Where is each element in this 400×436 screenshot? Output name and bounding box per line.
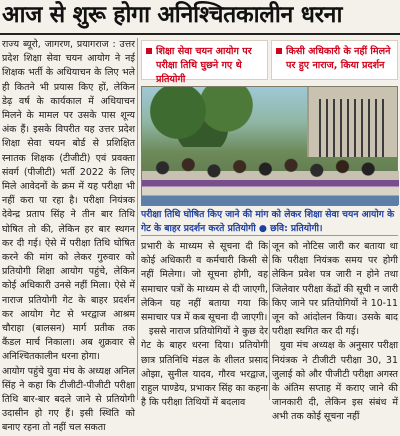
middle-column bbox=[141, 240, 268, 409]
headline-rule bbox=[0, 33, 400, 35]
sub-headline-1-text: शिक्षा सेवा चयन आयोग पर परीक्षा तिथि घुछने गए थे प्रतियोगी bbox=[156, 46, 252, 85]
right-column bbox=[272, 240, 398, 423]
bullet-icon bbox=[276, 48, 282, 54]
protest-photo bbox=[141, 86, 398, 206]
headline: आज से शुरू होगा अनिश्चितकालीन धरना bbox=[2, 1, 343, 28]
sub-headline-2-text: किसी अधिकारी के नहीं मिलने पर हुए नाराज, किया प्रदर्शन bbox=[286, 46, 391, 71]
left-column-para-2: आयोग पहुंचे युवा मंच के अध्यक्ष अनिल सिंह ने कहा कि टीजीटी-पीजीटी परीक्षा तिथि बार-बार बदले जाने से प्रतियोगी उदासीन हो गए हैं। इसी स्थिति को बनाए रहना तो नहीं चल सकता bbox=[2, 365, 135, 434]
column-divider-2 bbox=[269, 240, 270, 400]
middle-column-para-2: इससे नाराज प्रतियोगियों ने कुछ देर गेट के बाहर धरना दिया। प्रतियोगी छात्र प्रतिनिधि मंडल के शीलत प्रसाद ओझा, सुनील यादव, गौरव भरद्वाज, राहुल पाण्डेय, प्रभाकर सिंह का कहना है कि परीक्षा तिथियों में बदलाव bbox=[141, 326, 268, 409]
photo-trees bbox=[142, 87, 262, 147]
left-column-para-1: राज्य ब्यूरो, जागरण, प्रयागराज : उत्तर प्रदेश शिक्षा सेवा चयन आयोग ने नई शिक्षक भर्ती के अधियाचन के लिए भले ही कितने भी प्रयास किए हों, लेकिन डेढ़ वर्ष के कार्यकाल में अधियाचन मिलने के मामल पर उसके पास शून्य अंक हैं। इसके विपरीत यह उत्तर प्रदेश शिक्षा सेवा चयन बोर्ड से प्रशिक्षित स्नातक शिक्षक (टीजीटी) एवं प्रवक्ता संवर्ग (पीजीटी) भर्ती 2022 के लिए मिले आवेदनों के क्रम में यह परीक्षा भी नहीं करा पा रहा है। परीक्षा नियंत्रक देवेन्द्र प्रताप सिंह ने तीन बार तिथि घोषित तो की, लेकिन हर बार स्थगन कर दी गई। ऐसे में परीक्षा तिथि घोषित करने की मांग को लेकर गुरुवार को प्रतियोगी शिक्षा आयोग पहुंचे, लेकिन कोई अधिकारी उनसे नहीं मिला। ऐसे में नाराज प्रतियोगी गेट के बाहर प्रदर्शन कर आयोग गेट से भरद्वाज आश्रम चौराहा (बालसन) मार्ग प्रतीक तक कैंडल मार्च निकाला। अब शुक्रवार से अनिश्चितकालीन धरना होगा। bbox=[2, 39, 135, 363]
column-divider bbox=[137, 38, 138, 400]
sub-headline-1 bbox=[141, 40, 268, 85]
left-column bbox=[2, 38, 135, 434]
right-column-para-1: जून को नोटिस जारी कर बताया था कि परीक्षा नियंत्रक समय पर होगी लेकिन प्रवेश पत्र जारी न होने तथा जिलेवार परीक्षा केंद्रों की सूची न जारी किए जाने पर प्रतियोगियों ने 10-11 जून को आंदोलन किया। उसके बाद परीक्षा स्थगित कर दी गई। bbox=[272, 241, 398, 338]
sub-headline-2 bbox=[271, 40, 398, 80]
photo-caption: परीक्षा तिथि घोषित किए जाने की मांग को लेकर शिक्षा सेवा चयन आयोग के गेट के बाहर प्रदर्शन करते प्रतियोगी ● छवि: प्रतियोगी। bbox=[141, 208, 398, 236]
middle-column-para-1: प्रभारी के माध्यम से सूचना दी कि कोई अधिकारी व कर्मचारी किसी से नहीं मिलेगा। जो सूचना होगी, वह समाचार पत्रों के माध्यम से दी जाएगी, लेकिन यह नहीं बताया गया कि समाचार पत्र में कब सूचना दी जाएगी। bbox=[141, 241, 268, 324]
bullet-icon bbox=[146, 48, 152, 54]
right-column-para-2: युवा मंच अध्यक्ष के अनुसार परीक्षा नियंत्रक ने टीजीटी परीक्षा 30, 31 जुलाई को और पीजीटी परीक्षा अगस्त के अंतिम सप्ताह में कराए जाने की जानकारी दी, लेकिन इस संबंध में अभी तक कोई सूचना नहीं bbox=[272, 340, 398, 423]
photo-crowd bbox=[142, 143, 399, 205]
